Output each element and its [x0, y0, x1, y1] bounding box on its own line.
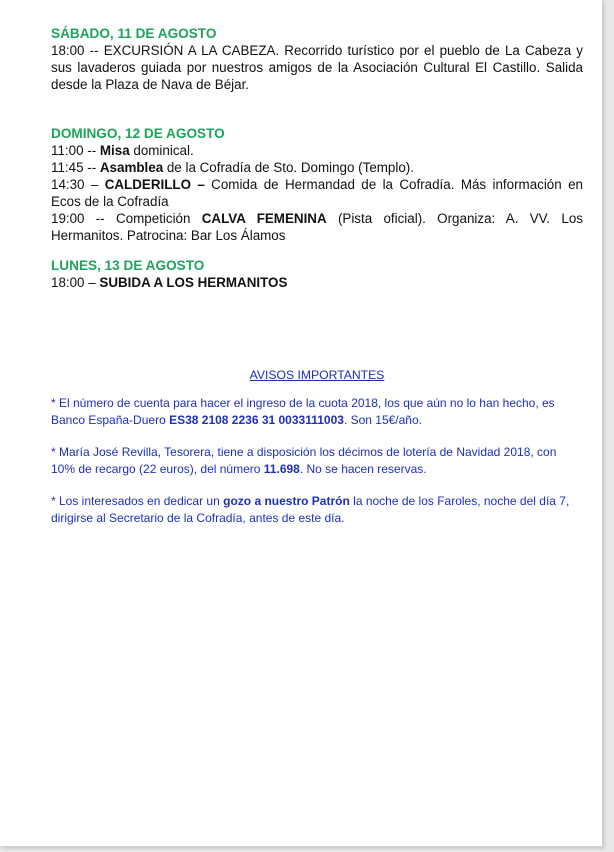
event-time: 11:00 -- — [51, 143, 100, 158]
sunday-title: DOMINGO, 12 DE AGOSTO — [51, 126, 225, 141]
event-name: CALVA FEMENINA — [201, 211, 327, 226]
notice-text: * María José Revilla, Tesorera, tiene a disposición los décimos de lotería de Navidad 2018, con 10% de recargo (22 euros), del número — [51, 445, 557, 476]
event-name: Misa — [99, 143, 130, 158]
sunday-event-1 — [51, 142, 583, 159]
event-description: . Recorrido turístico por el pueblo de La Cabeza y sus lavaderos guiada por nuestros amigos de la Asociación Cultural El Castillo. Salida desde la Plaza de Nava de Béjar. — [51, 43, 583, 92]
notice-bold-text: gozo a nuestro Patrón — [223, 494, 350, 508]
event-name: Asamblea — [99, 160, 164, 175]
notice-text: * El número de cuenta para hacer el ingreso de la cuota 2018, los que aún no lo han hecho, es Banco España-Duero — [51, 396, 555, 427]
event-time: 14:30 – — [51, 177, 105, 192]
notice-item — [51, 444, 583, 478]
sunday-event-3 — [51, 176, 583, 210]
event-name: EXCURSIÓN A LA CABEZA — [103, 43, 276, 58]
notice-item — [51, 493, 583, 527]
sunday-event-2 — [51, 159, 583, 176]
notice-bold-text: 11.698 — [263, 462, 300, 476]
event-time: 11:45 -- — [51, 160, 100, 175]
notice-bold-text: ES38 2108 2236 31 0033111003 — [169, 413, 344, 427]
notice-text: . Son 15€/año. — [343, 413, 422, 427]
monday-title: LUNES, 13 DE AGOSTO — [51, 258, 205, 273]
event-description: dominical. — [129, 143, 194, 158]
event-description: de la Cofradía de Sto. Domingo (Templo). — [163, 160, 414, 175]
notices-title: AVISOS IMPORTANTES — [249, 368, 385, 382]
sunday-event-4 — [51, 210, 583, 244]
notice-text: * Los interesados en dedicar un — [51, 494, 224, 508]
event-time: 19:00 -- Competición — [51, 211, 202, 226]
event-time: 18:00 -- — [51, 43, 104, 58]
event-description: Comida de Hermandad de la Cofradía. Más información en Ecos de la Cofradía — [51, 177, 583, 209]
document-content — [51, 26, 583, 527]
saturday-title: SÁBADO, 11 DE AGOSTO — [51, 26, 217, 41]
event-time: 18:00 – — [51, 275, 100, 290]
notice-text: . No se hacen reservas. — [299, 462, 427, 476]
saturday-event-1 — [51, 42, 583, 93]
monday-event-1 — [51, 274, 583, 291]
event-name: SUBIDA A LOS HERMANITOS — [99, 275, 288, 290]
notice-text: la noche de los Faroles, noche del día 7, dirigirse al Secretario de la Cofradía, antes de este día. — [51, 494, 570, 525]
event-name: CALDERILLO – — [104, 177, 205, 192]
event-description: (Pista oficial). Organiza: A. VV. Los Hermanitos. Patrocina: Bar Los Álamos — [51, 211, 583, 243]
notice-item — [51, 395, 583, 429]
